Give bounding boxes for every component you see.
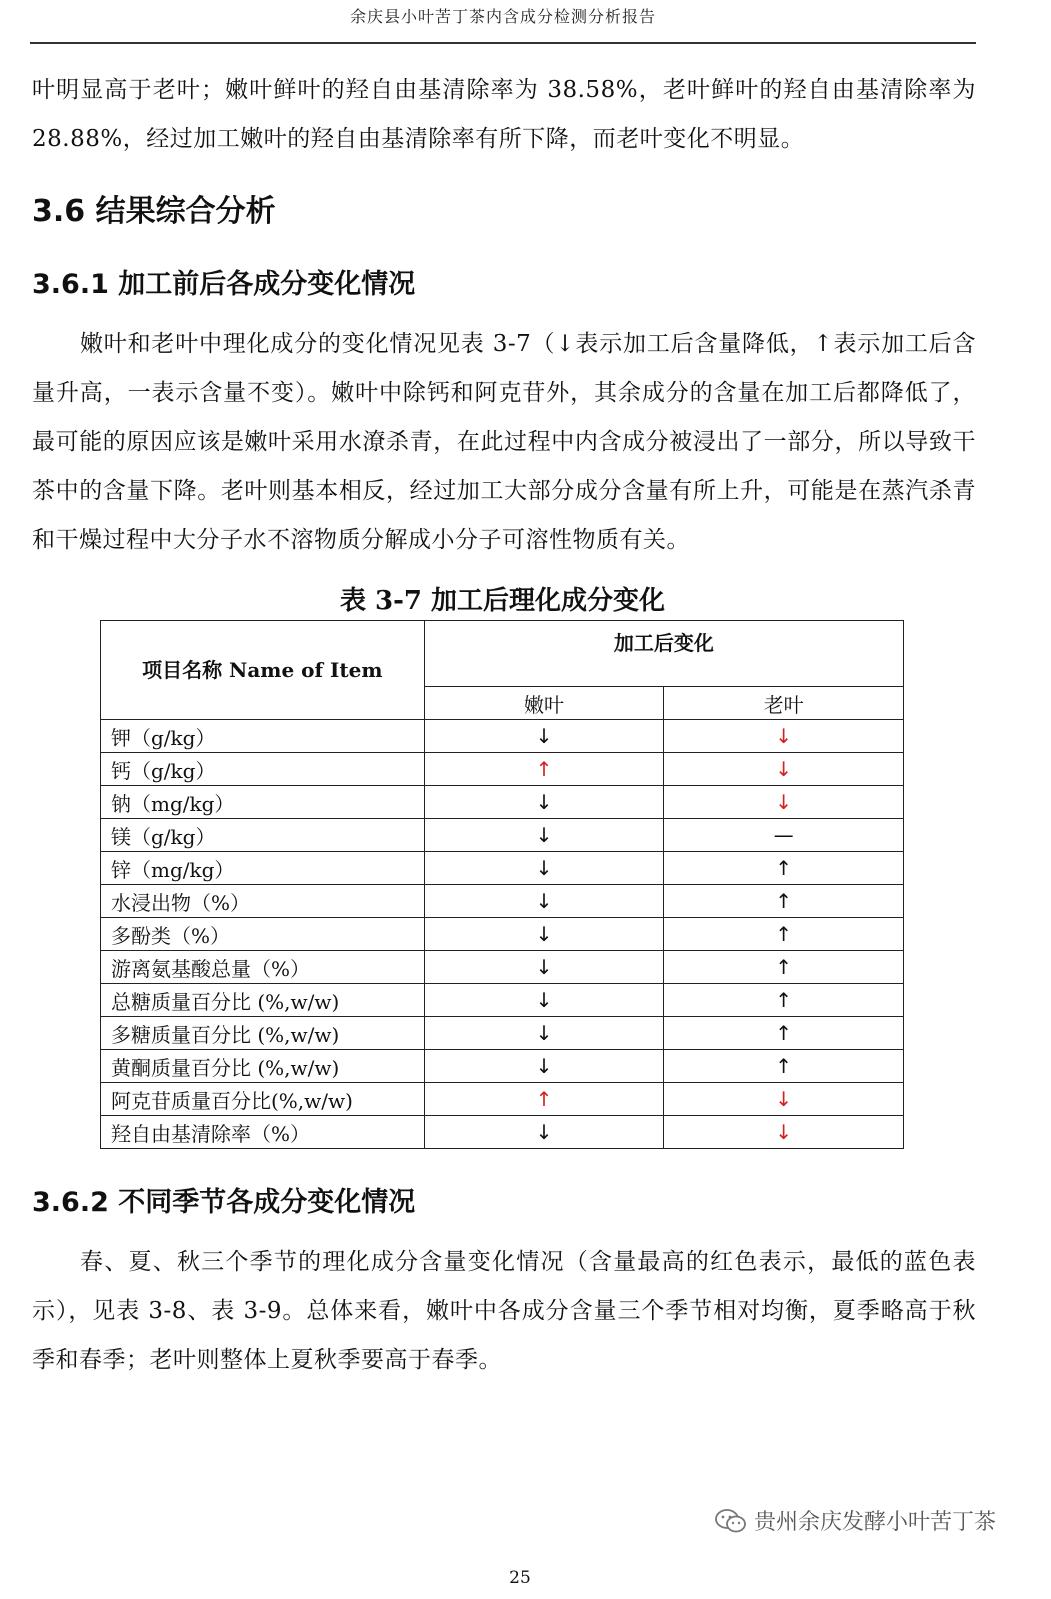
header-young-leaf: 嫩叶 [424,687,664,720]
table-caption: 表 3-7 加工后理化成分变化 [339,586,666,616]
young-leaf-change-cell [424,1116,664,1149]
row-item-name: 游离氨基酸总量（%） [101,951,425,984]
running-header: 余庆县小叶苦丁茶内含成分检测分析报告 [349,7,656,26]
young-leaf-change-symbol: ↓ [535,955,553,979]
old-leaf-change-symbol: ↓ [775,1087,793,1111]
table-row [101,1083,904,1116]
young-leaf-change-cell [424,951,664,984]
old-leaf-change-cell [664,1083,904,1116]
young-leaf-change-symbol: ↓ [535,1120,553,1144]
young-leaf-change-cell [424,1017,664,1050]
row-item-name: 多酚类（%） [101,918,425,951]
young-leaf-change-symbol: ↑ [535,1087,553,1111]
young-leaf-change-symbol: ↓ [535,922,553,946]
young-leaf-change-symbol: ↓ [535,988,553,1012]
old-leaf-change-cell [664,984,904,1017]
young-leaf-change-symbol: ↓ [535,823,553,847]
row-item-name: 阿克苷质量百分比(%,w/w) [101,1083,425,1116]
intro-paragraph: 叶明显高于老叶；嫩叶鲜叶的羟自由基清除率为 38.58%，老叶鲜叶的羟自由基清除率为 28.88%，经过加工嫩叶的羟自由基清除率有所下降，而老叶变化不明显。 [32,77,976,152]
young-leaf-change-symbol: ↓ [535,889,553,913]
old-leaf-change-symbol: — [773,823,794,847]
young-leaf-change-symbol: ↓ [535,1021,553,1045]
old-leaf-change-cell [664,918,904,951]
old-leaf-change-cell [664,885,904,918]
paragraph-3-6-1: 嫩叶和老叶中理化成分的变化情况见表 3-7（↓表示加工后含量降低，↑表示加工后含量升高，一表示含量不变）。嫩叶中除钙和阿克苷外，其余成分的含量在加工后都降低了，最可能的原因应该是嫩叶采用水潦杀青，在此过程中内含成分被浸出了一部分，所以导致干茶中的含量下降。老叶则基本相反，经过加工大部分成分含量有所上升，可能是在蒸汽杀青和干燥过程中大分子水不溶物质分解成小分子可溶性物质有关。 [32,331,976,553]
old-leaf-change-cell [664,1017,904,1050]
row-item-name: 钾（g/kg） [101,720,425,753]
watermark-text: 贵州余庆发酵小叶苦丁茶 [753,1510,996,1535]
row-item-name: 锌（mg/kg） [101,852,425,885]
table-row [101,918,904,951]
row-item-name: 羟自由基清除率（%） [101,1116,425,1149]
table-row [101,984,904,1017]
row-item-name: 镁（g/kg） [101,819,425,852]
old-leaf-change-cell [664,786,904,819]
table-row [101,1050,904,1083]
table-row [101,852,904,885]
young-leaf-change-cell [424,720,664,753]
old-leaf-change-symbol: ↑ [775,988,793,1012]
table-row [101,720,904,753]
old-leaf-change-cell [664,951,904,984]
row-item-name: 钠（mg/kg） [101,786,425,819]
table-row [101,819,904,852]
old-leaf-change-symbol: ↑ [775,922,793,946]
section-heading-3-6-2: 3.6.2 不同季节各成分变化情况 [32,1187,416,1218]
table-row [101,753,904,786]
old-leaf-change-symbol: ↓ [775,757,793,781]
header-change-group: 加工后变化 [424,621,903,687]
young-leaf-change-symbol: ↑ [535,757,553,781]
old-leaf-change-symbol: ↑ [775,955,793,979]
old-leaf-change-symbol: ↑ [775,1054,793,1078]
old-leaf-change-cell [664,1050,904,1083]
row-item-name: 多糖质量百分比 (%,w/w) [101,1017,425,1050]
young-leaf-change-cell [424,786,664,819]
old-leaf-change-symbol: ↓ [775,1120,793,1144]
old-leaf-change-cell [664,753,904,786]
header-old-leaf: 老叶 [664,687,904,720]
young-leaf-change-symbol: ↓ [535,856,553,880]
section-heading-3-6-1: 3.6.1 加工前后各成分变化情况 [32,269,416,300]
old-leaf-change-symbol: ↑ [775,889,793,913]
table-row [101,885,904,918]
young-leaf-change-cell [424,1050,664,1083]
young-leaf-change-symbol: ↓ [535,1054,553,1078]
old-leaf-change-symbol: ↑ [775,856,793,880]
section-heading-3-6: 3.6 结果综合分析 [32,194,276,229]
young-leaf-change-cell [424,885,664,918]
young-leaf-change-symbol: ↓ [535,790,553,814]
young-leaf-change-cell [424,819,664,852]
table-header-row [101,621,904,687]
old-leaf-change-cell [664,1116,904,1149]
row-item-name: 黄酮质量百分比 (%,w/w) [101,1050,425,1083]
young-leaf-change-cell [424,1083,664,1116]
young-leaf-change-cell [424,852,664,885]
header-item-name: 项目名称 Name of Item [101,621,425,720]
row-item-name: 总糖质量百分比 (%,w/w) [101,984,425,1017]
young-leaf-change-cell [424,918,664,951]
young-leaf-change-symbol: ↓ [535,724,553,748]
table-row [101,1116,904,1149]
old-leaf-change-symbol: ↑ [775,1021,793,1045]
old-leaf-change-symbol: ↓ [775,724,793,748]
watermark [714,1505,996,1536]
old-leaf-change-symbol: ↓ [775,790,793,814]
old-leaf-change-cell [664,852,904,885]
row-item-name: 钙（g/kg） [101,753,425,786]
table-row [101,786,904,819]
young-leaf-change-cell [424,984,664,1017]
wechat-icon [714,1508,748,1534]
page-number: 25 [509,1568,531,1588]
young-leaf-change-cell [424,753,664,786]
table-3-7 [100,620,904,1149]
old-leaf-change-cell [664,819,904,852]
header-rule [30,42,976,44]
paragraph-3-6-2: 春、夏、秋三个季节的理化成分含量变化情况（含量最高的红色表示，最低的蓝色表示），见表 3-8、表 3-9。总体来看，嫩叶中各成分含量三个季节相对均衡，夏季略高于秋季和春季；老叶则整体上夏秋季要高于春季。 [32,1249,976,1373]
row-item-name: 水浸出物（%） [101,885,425,918]
table-row [101,951,904,984]
table-row [101,1017,904,1050]
old-leaf-change-cell [664,720,904,753]
